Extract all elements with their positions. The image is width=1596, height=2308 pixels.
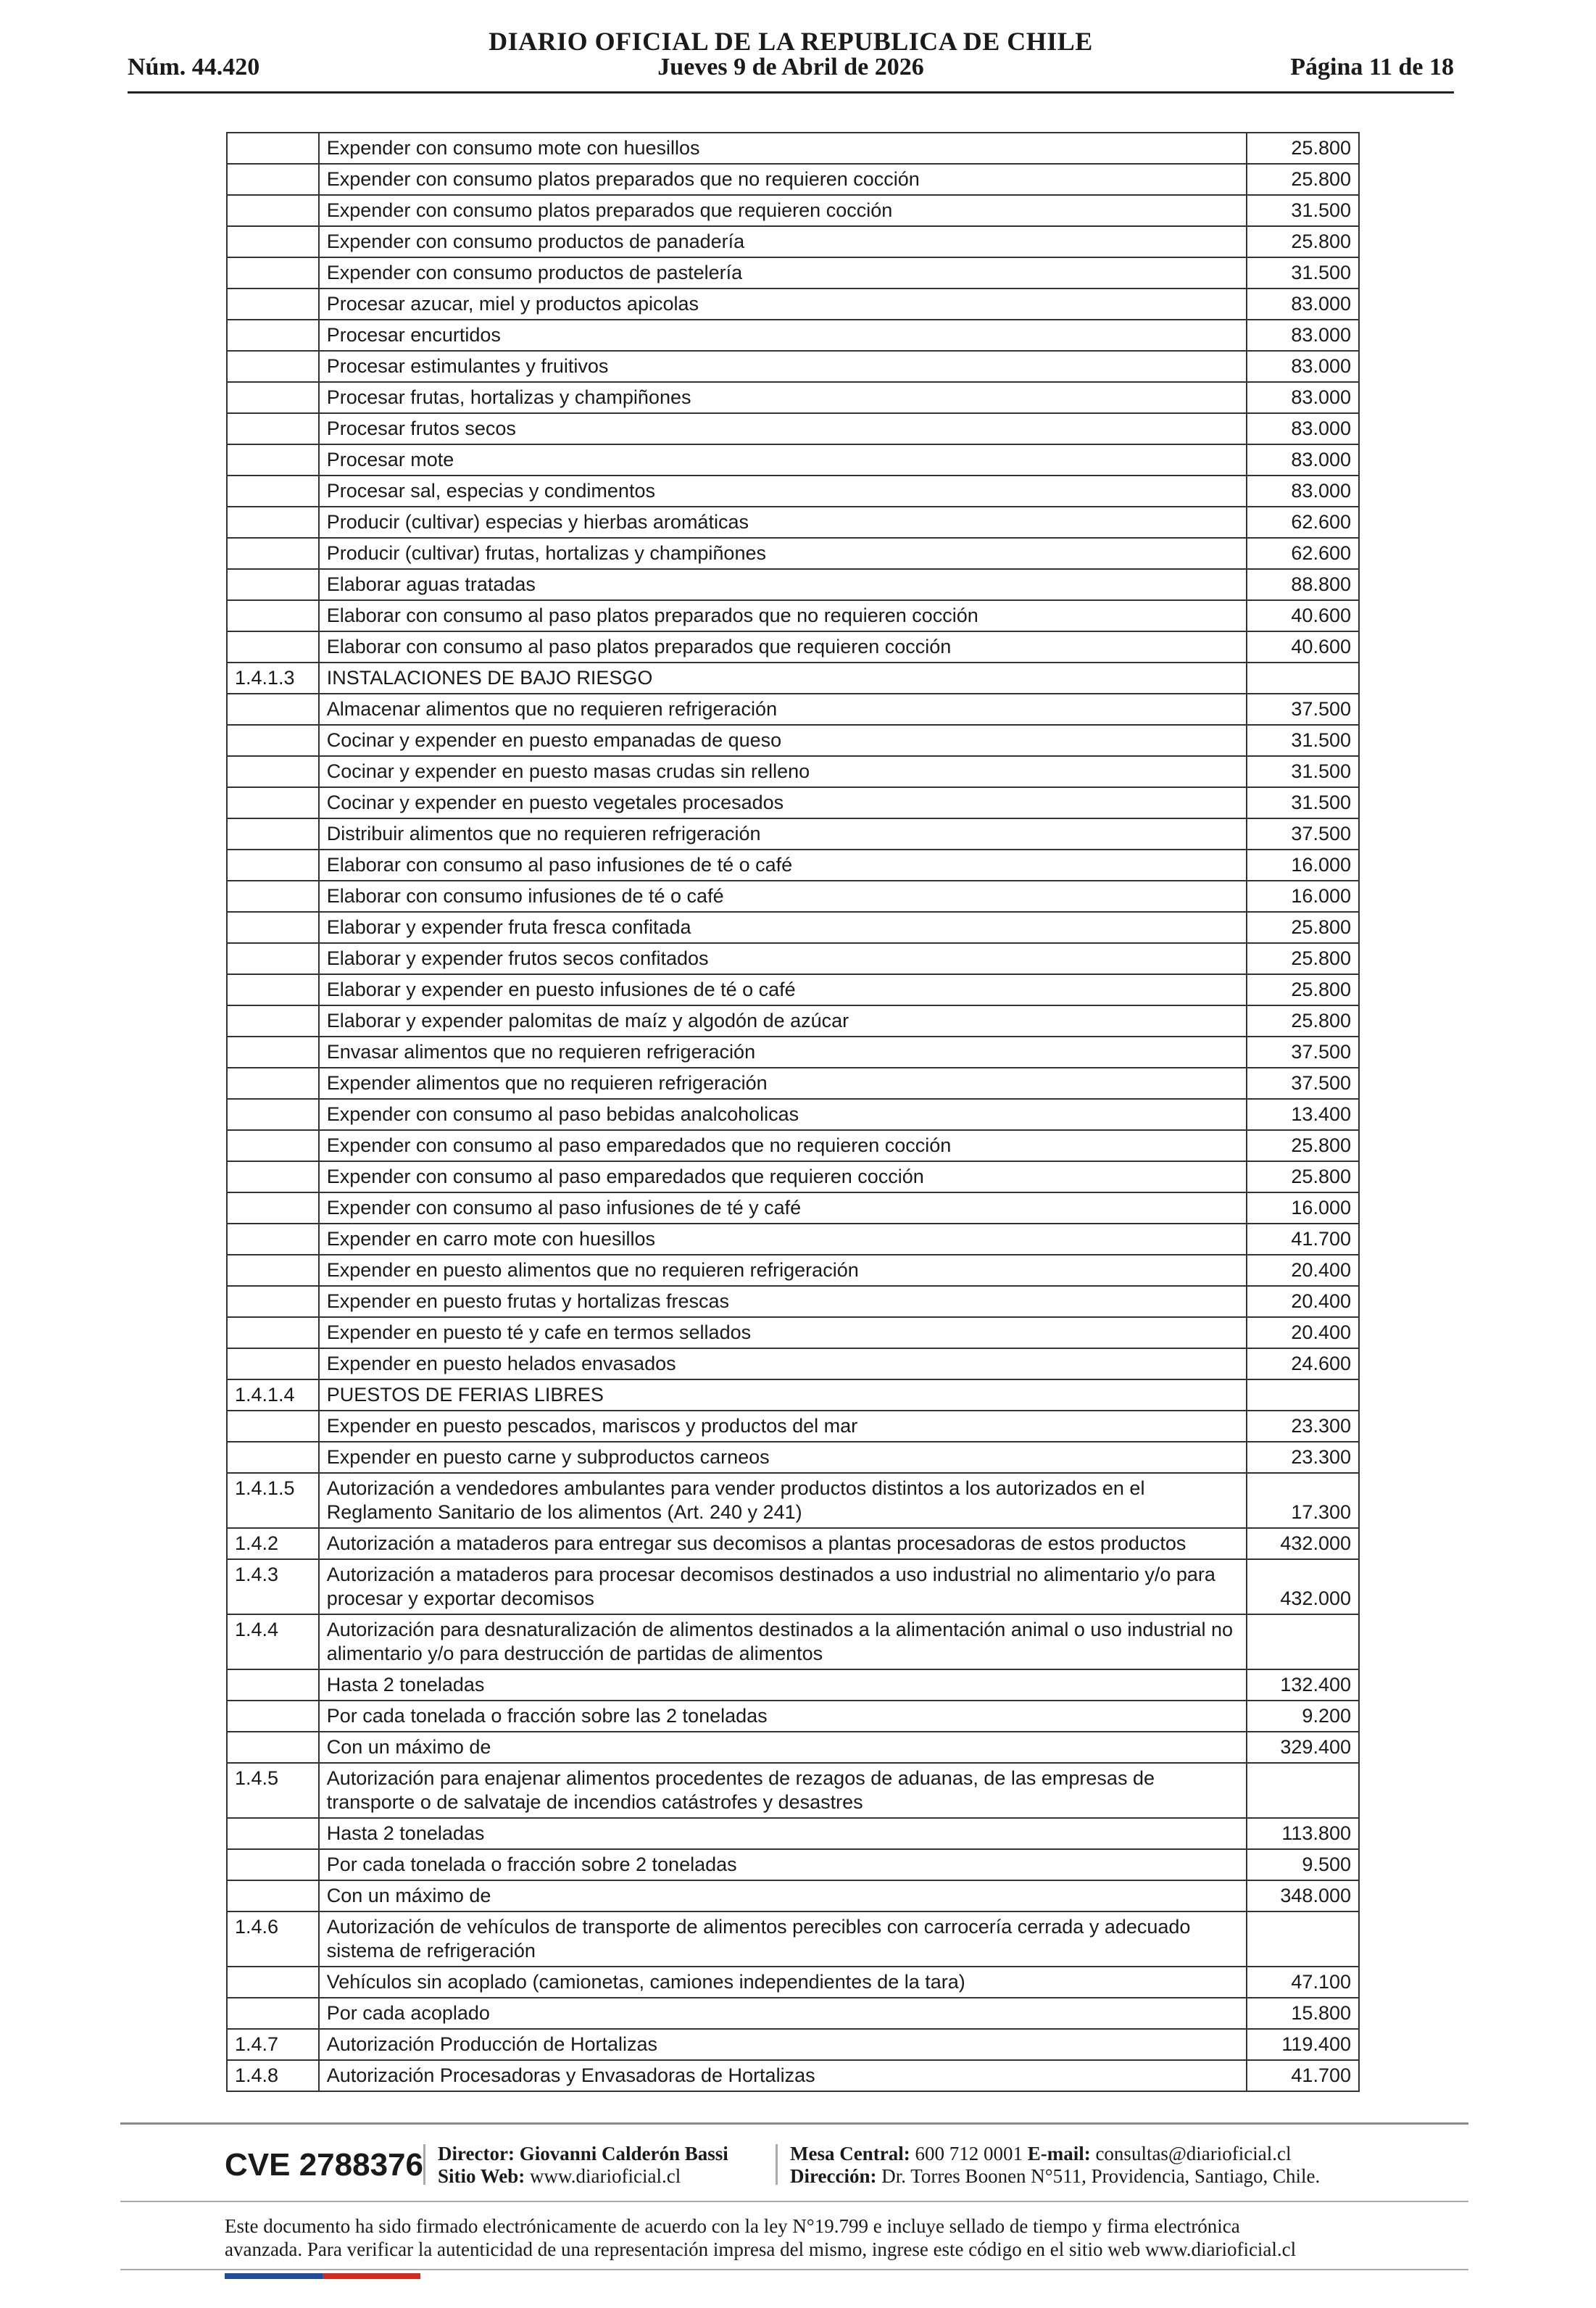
code-cell (227, 818, 319, 850)
description-cell: Expender con consumo productos de panadería (319, 226, 1247, 257)
footer-rule-bottom (120, 2269, 1468, 2270)
value-cell: 9.200 (1247, 1701, 1359, 1732)
code-cell (227, 881, 319, 912)
code-cell (227, 1099, 319, 1130)
table-row (227, 787, 1359, 818)
value-cell: 25.800 (1247, 1161, 1359, 1192)
description-cell: Cocinar y expender en puesto vegetales procesados (319, 787, 1247, 818)
code-cell (227, 787, 319, 818)
issue-date: Jueves 9 de Abril de 2026 (657, 54, 924, 80)
code-cell (227, 1348, 319, 1379)
description-cell: Autorización Producción de Hortalizas (319, 2029, 1247, 2060)
description-cell: Almacenar alimentos que no requieren refrigeración (319, 694, 1247, 725)
table-row (227, 881, 1359, 912)
mesa-label: Mesa Central: (790, 2143, 910, 2164)
description-cell: Expender en puesto helados envasados (319, 1348, 1247, 1379)
code-cell: 1.4.2 (227, 1528, 319, 1559)
value-cell: 17.300 (1247, 1473, 1359, 1528)
description-cell: Cocinar y expender en puesto masas crudas sin relleno (319, 756, 1247, 787)
table-row (227, 1669, 1359, 1701)
value-cell: 25.800 (1247, 1005, 1359, 1037)
value-cell: 37.500 (1247, 1037, 1359, 1068)
description-cell: Por cada tonelada o fracción sobre 2 toneladas (319, 1849, 1247, 1880)
description-cell: Autorización a mataderos para entregar sus decomisos a plantas procesadoras de estos productos (319, 1528, 1247, 1559)
code-cell: 1.4.1.5 (227, 1473, 319, 1528)
code-cell (227, 288, 319, 320)
code-cell (227, 694, 319, 725)
value-cell (1247, 663, 1359, 694)
description-cell: Con un máximo de (319, 1880, 1247, 1911)
value-cell: 432.000 (1247, 1559, 1359, 1614)
value-cell: 329.400 (1247, 1732, 1359, 1763)
code-cell (227, 133, 319, 164)
value-cell: 20.400 (1247, 1255, 1359, 1286)
code-cell (227, 382, 319, 413)
value-cell: 41.700 (1247, 1224, 1359, 1255)
value-cell: 432.000 (1247, 1528, 1359, 1559)
table-row (227, 320, 1359, 351)
value-cell: 23.300 (1247, 1411, 1359, 1442)
table-row (227, 288, 1359, 320)
legal-line-1: Este documento ha sido firmado electrónicamente de acuerdo con la ley N°19.799 e incluye sellado de tiempo y firma electrónica (225, 2215, 1240, 2237)
code-cell (227, 1068, 319, 1099)
code-cell (227, 1255, 319, 1286)
description-cell: Elaborar con consumo al paso infusiones de té o café (319, 850, 1247, 881)
value-cell: 119.400 (1247, 2029, 1359, 2060)
value-cell: 31.500 (1247, 725, 1359, 756)
description-cell: Procesar estimulantes y fruitivos (319, 351, 1247, 382)
footer-separator (776, 2144, 778, 2185)
code-cell (227, 1998, 319, 2029)
value-cell: 348.000 (1247, 1880, 1359, 1911)
description-cell: INSTALACIONES DE BAJO RIESGO (319, 663, 1247, 694)
description-cell: Elaborar y expender palomitas de maíz y algodón de azúcar (319, 1005, 1247, 1037)
value-cell: 16.000 (1247, 1192, 1359, 1224)
value-cell: 83.000 (1247, 476, 1359, 507)
description-cell: Elaborar aguas tratadas (319, 569, 1247, 600)
value-cell: 9.500 (1247, 1849, 1359, 1880)
description-cell: Expender con consumo al paso bebidas analcoholicas (319, 1099, 1247, 1130)
description-cell: Elaborar con consumo infusiones de té o café (319, 881, 1247, 912)
footer-director-block (438, 2143, 728, 2188)
description-cell: Cocinar y expender en puesto empanadas de queso (319, 725, 1247, 756)
code-cell (227, 943, 319, 974)
code-cell (227, 631, 319, 663)
table-row (227, 1317, 1359, 1348)
value-cell: 41.700 (1247, 2060, 1359, 2091)
code-cell: 1.4.1.3 (227, 663, 319, 694)
director-label: Director: (438, 2143, 515, 2164)
value-cell (1247, 1614, 1359, 1669)
table-row (227, 818, 1359, 850)
code-cell: 1.4.6 (227, 1911, 319, 1967)
header-rule (128, 91, 1454, 94)
code-cell (227, 756, 319, 787)
table-row (227, 663, 1359, 694)
description-cell: Procesar frutas, hortalizas y champiñones (319, 382, 1247, 413)
description-cell: PUESTOS DE FERIAS LIBRES (319, 1379, 1247, 1411)
footer-rule-top (120, 2122, 1468, 2125)
code-cell (227, 1130, 319, 1161)
description-cell: Producir (cultivar) especias y hierbas aromáticas (319, 507, 1247, 538)
table-row (227, 1473, 1359, 1528)
code-cell (227, 1669, 319, 1701)
table-row (227, 631, 1359, 663)
table-row (227, 1411, 1359, 1442)
code-cell (227, 850, 319, 881)
tariff-table-container (226, 132, 1360, 2092)
description-cell: Expender en carro mote con huesillos (319, 1224, 1247, 1255)
table-row (227, 694, 1359, 725)
code-cell (227, 600, 319, 631)
description-cell: Expender con consumo al paso infusiones de té y café (319, 1192, 1247, 1224)
table-row (227, 1614, 1359, 1669)
code-cell (227, 974, 319, 1005)
table-row (227, 756, 1359, 787)
value-cell (1247, 1911, 1359, 1967)
issue-number: Núm. 44.420 (128, 54, 260, 80)
code-cell: 1.4.7 (227, 2029, 319, 2060)
table-row (227, 1967, 1359, 1998)
table-row (227, 133, 1359, 164)
tariff-table (226, 132, 1360, 2092)
code-cell: 1.4.1.4 (227, 1379, 319, 1411)
description-cell: Procesar frutos secos (319, 413, 1247, 444)
table-row (227, 164, 1359, 195)
table-row (227, 974, 1359, 1005)
description-cell: Envasar alimentos que no requieren refrigeración (319, 1037, 1247, 1068)
web-link[interactable]: www.diarioficial.cl (530, 2165, 681, 2187)
table-row (227, 444, 1359, 476)
table-row (227, 1701, 1359, 1732)
newspaper-title: DIARIO OFICIAL DE LA REPUBLICA DE CHILE (489, 27, 1093, 56)
description-cell: Expender con consumo productos de pastelería (319, 257, 1247, 288)
value-cell: 113.800 (1247, 1818, 1359, 1849)
description-cell: Elaborar y expender frutos secos confitados (319, 943, 1247, 974)
code-cell (227, 164, 319, 195)
description-cell: Autorización Procesadoras y Envasadoras de Hortalizas (319, 2060, 1247, 2091)
code-cell (227, 1317, 319, 1348)
description-cell: Con un máximo de (319, 1732, 1247, 1763)
code-cell (227, 1037, 319, 1068)
description-cell: Autorización a vendedores ambulantes para vender productos distintos a los autorizados en el Reglamento Sanitario de los alimentos (Art. 240 y 241) (319, 1473, 1247, 1528)
code-cell (227, 195, 319, 226)
value-cell (1247, 1763, 1359, 1818)
value-cell: 37.500 (1247, 818, 1359, 850)
value-cell: 15.800 (1247, 1998, 1359, 2029)
code-cell (227, 1192, 319, 1224)
table-row (227, 725, 1359, 756)
value-cell: 25.800 (1247, 1130, 1359, 1161)
description-cell: Expender con consumo mote con huesillos (319, 133, 1247, 164)
description-cell: Procesar sal, especias y condimentos (319, 476, 1247, 507)
footer-separator (423, 2144, 425, 2185)
code-cell (227, 507, 319, 538)
address-label: Dirección: (790, 2165, 877, 2187)
value-cell: 47.100 (1247, 1967, 1359, 1998)
value-cell (1247, 1379, 1359, 1411)
code-cell (227, 1732, 319, 1763)
value-cell: 62.600 (1247, 507, 1359, 538)
value-cell: 62.600 (1247, 538, 1359, 569)
value-cell: 83.000 (1247, 351, 1359, 382)
description-cell: Procesar azucar, miel y productos apicolas (319, 288, 1247, 320)
value-cell: 24.600 (1247, 1348, 1359, 1379)
value-cell: 88.800 (1247, 569, 1359, 600)
table-row (227, 1880, 1359, 1911)
value-cell: 31.500 (1247, 756, 1359, 787)
value-cell: 31.500 (1247, 787, 1359, 818)
value-cell: 132.400 (1247, 1669, 1359, 1701)
description-cell: Expender en puesto carne y subproductos carneos (319, 1442, 1247, 1473)
table-row (227, 1528, 1359, 1559)
value-cell: 83.000 (1247, 320, 1359, 351)
value-cell: 25.800 (1247, 226, 1359, 257)
value-cell: 25.800 (1247, 974, 1359, 1005)
table-row (227, 1130, 1359, 1161)
value-cell: 20.400 (1247, 1317, 1359, 1348)
footer-contact-block (790, 2143, 1320, 2188)
table-row (227, 1099, 1359, 1130)
table-row (227, 226, 1359, 257)
description-cell: Hasta 2 toneladas (319, 1818, 1247, 1849)
table-row (227, 1286, 1359, 1317)
value-cell: 31.500 (1247, 195, 1359, 226)
value-cell: 20.400 (1247, 1286, 1359, 1317)
flag-stripe-blue (225, 2273, 323, 2279)
value-cell: 25.800 (1247, 164, 1359, 195)
description-cell: Expender en puesto alimentos que no requieren refrigeración (319, 1255, 1247, 1286)
flag-stripe-red (323, 2273, 420, 2279)
page-number: Página 11 de 18 (1290, 54, 1454, 80)
code-cell (227, 912, 319, 943)
description-cell: Hasta 2 toneladas (319, 1669, 1247, 1701)
description-cell: Expender en puesto frutas y hortalizas frescas (319, 1286, 1247, 1317)
code-cell (227, 1161, 319, 1192)
code-cell (227, 257, 319, 288)
email-link[interactable]: consultas@diarioficial.cl (1095, 2143, 1292, 2164)
table-row (227, 1732, 1359, 1763)
mesa-value: 600 712 0001 (915, 2143, 1023, 2164)
value-cell: 23.300 (1247, 1442, 1359, 1473)
value-cell: 37.500 (1247, 694, 1359, 725)
table-row (227, 1849, 1359, 1880)
description-cell: Expender en puesto té y cafe en termos sellados (319, 1317, 1247, 1348)
value-cell: 83.000 (1247, 444, 1359, 476)
table-row (227, 195, 1359, 226)
code-cell (227, 569, 319, 600)
table-row (227, 1037, 1359, 1068)
table-row (227, 1379, 1359, 1411)
table-row (227, 1348, 1359, 1379)
description-cell: Autorización de vehículos de transporte de alimentos perecibles con carrocería cerrada y adecuado sistema de refrigeración (319, 1911, 1247, 1967)
table-row (227, 1005, 1359, 1037)
code-cell (227, 725, 319, 756)
description-cell: Expender con consumo al paso emparedados que no requieren cocción (319, 1130, 1247, 1161)
table-row (227, 1192, 1359, 1224)
table-row (227, 1763, 1359, 1818)
legal-notice (225, 2214, 1384, 2261)
table-row (227, 1559, 1359, 1614)
table-row (227, 382, 1359, 413)
table-row (227, 476, 1359, 507)
description-cell: Vehículos sin acoplado (camionetas, camiones independientes de la tara) (319, 1967, 1247, 1998)
value-cell: 13.400 (1247, 1099, 1359, 1130)
description-cell: Elaborar con consumo al paso platos preparados que no requieren cocción (319, 600, 1247, 631)
table-row (227, 1818, 1359, 1849)
table-row (227, 2060, 1359, 2091)
code-cell: 1.4.4 (227, 1614, 319, 1669)
code-cell (227, 413, 319, 444)
table-row (227, 1998, 1359, 2029)
code-cell (227, 1701, 319, 1732)
table-row (227, 413, 1359, 444)
table-row (227, 1224, 1359, 1255)
description-cell: Autorización para desnaturalización de alimentos destinados a la alimentación animal o uso industrial no alimentario y/o para destrucción de partidas de alimentos (319, 1614, 1247, 1669)
description-cell: Procesar encurtidos (319, 320, 1247, 351)
address-value: Dr. Torres Boonen N°511, Providencia, Santiago, Chile. (881, 2165, 1321, 2187)
table-row (227, 257, 1359, 288)
table-row (227, 1442, 1359, 1473)
legal-line-2: avanzada. Para verificar la autenticidad de una representación impresa del mismo, ingrese este código en el sitio web www.diarioficial.cl (225, 2238, 1297, 2260)
description-cell: Elaborar y expender en puesto infusiones de té o café (319, 974, 1247, 1005)
table-row (227, 1255, 1359, 1286)
code-cell (227, 1286, 319, 1317)
table-row (227, 507, 1359, 538)
value-cell: 16.000 (1247, 881, 1359, 912)
table-row (227, 1068, 1359, 1099)
page-header (128, 26, 1454, 99)
table-row (227, 1161, 1359, 1192)
description-cell: Producir (cultivar) frutas, hortalizas y champiñones (319, 538, 1247, 569)
value-cell: 25.800 (1247, 912, 1359, 943)
code-cell (227, 1880, 319, 1911)
cve-code: CVE 2788376 (225, 2147, 423, 2183)
table-row (227, 2029, 1359, 2060)
description-cell: Elaborar con consumo al paso platos preparados que requieren cocción (319, 631, 1247, 663)
description-cell: Expender en puesto pescados, mariscos y productos del mar (319, 1411, 1247, 1442)
table-row (227, 850, 1359, 881)
code-cell (227, 1818, 319, 1849)
code-cell (227, 1005, 319, 1037)
description-cell: Expender con consumo platos preparados que no requieren cocción (319, 164, 1247, 195)
description-cell: Por cada acoplado (319, 1998, 1247, 2029)
table-row (227, 1911, 1359, 1967)
director-name: Giovanni Calderón Bassi (519, 2143, 728, 2164)
code-cell (227, 320, 319, 351)
table-row (227, 943, 1359, 974)
description-cell: Procesar mote (319, 444, 1247, 476)
code-cell (227, 226, 319, 257)
email-label: E-mail: (1027, 2143, 1091, 2164)
description-cell: Distribuir alimentos que no requieren refrigeración (319, 818, 1247, 850)
table-row (227, 351, 1359, 382)
code-cell (227, 351, 319, 382)
value-cell: 25.800 (1247, 133, 1359, 164)
code-cell: 1.4.8 (227, 2060, 319, 2091)
description-cell: Por cada tonelada o fracción sobre las 2 toneladas (319, 1701, 1247, 1732)
value-cell: 83.000 (1247, 382, 1359, 413)
code-cell (227, 476, 319, 507)
code-cell (227, 1442, 319, 1473)
value-cell: 83.000 (1247, 413, 1359, 444)
value-cell: 25.800 (1247, 943, 1359, 974)
table-row (227, 600, 1359, 631)
code-cell (227, 1849, 319, 1880)
description-cell: Expender con consumo platos preparados que requieren cocción (319, 195, 1247, 226)
value-cell: 16.000 (1247, 850, 1359, 881)
table-row (227, 569, 1359, 600)
code-cell: 1.4.3 (227, 1559, 319, 1614)
value-cell: 40.600 (1247, 631, 1359, 663)
code-cell (227, 538, 319, 569)
code-cell (227, 1411, 319, 1442)
description-cell: Autorización a mataderos para procesar decomisos destinados a uso industrial no alimentario y/o para procesar y exportar decomisos (319, 1559, 1247, 1614)
footer-rule-middle (120, 2201, 1468, 2202)
value-cell: 83.000 (1247, 288, 1359, 320)
code-cell (227, 444, 319, 476)
table-row (227, 538, 1359, 569)
value-cell: 40.600 (1247, 600, 1359, 631)
description-cell: Autorización para enajenar alimentos procedentes de rezagos de aduanas, de las empresas de transporte o de salvataje de incendios catástrofes y desastres (319, 1763, 1247, 1818)
table-row (227, 912, 1359, 943)
value-cell: 37.500 (1247, 1068, 1359, 1099)
web-label: Sitio Web: (438, 2165, 525, 2187)
code-cell (227, 1224, 319, 1255)
description-cell: Expender alimentos que no requieren refrigeración (319, 1068, 1247, 1099)
description-cell: Elaborar y expender fruta fresca confitada (319, 912, 1247, 943)
value-cell: 31.500 (1247, 257, 1359, 288)
description-cell: Expender con consumo al paso emparedados que requieren cocción (319, 1161, 1247, 1192)
code-cell (227, 1967, 319, 1998)
code-cell: 1.4.5 (227, 1763, 319, 1818)
